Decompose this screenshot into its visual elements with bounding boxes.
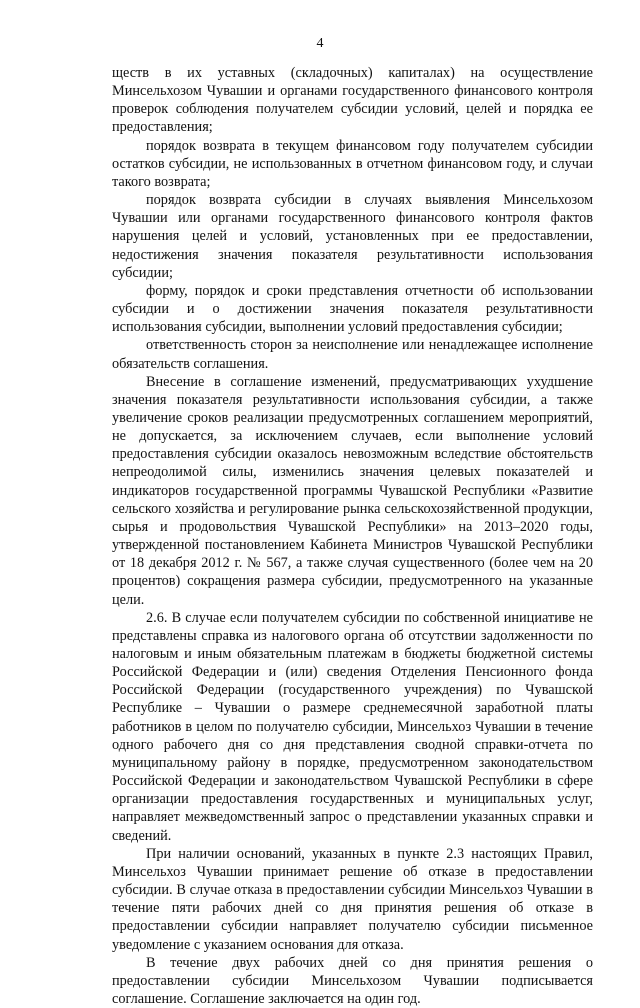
paragraph: ответственность сторон за неисполнение или ненадлежащее исполнение обязательств соглашения. xyxy=(112,337,593,372)
page-number: 4 xyxy=(316,36,324,51)
document-body xyxy=(112,64,593,1008)
paragraph: порядок возврата субсидии в случаях выявления Минсельхозом Чувашии или органами государственного финансового контроля фактов нарушения целей и условий, установленных при ее предоставлении, недостижения значения показателя результативности использования субсидии; xyxy=(112,192,593,281)
paragraph: порядок возврата в текущем финансовом году получателем субсидии остатков субсидии, не использованных в отчетном финансовом году, и случаи такого возврата; xyxy=(112,137,593,190)
paragraph: ществ в их уставных (складочных) капиталах) на осуществление Минсельхозом Чувашии и органами государственного финансового контроля проверок соблюдения получателем субсидии условий, целей и порядка ее предоставления; xyxy=(112,65,593,136)
paragraph: Внесение в соглашение изменений, предусматривающих ухудшение значения показателя результативности использования субсидии, а также увеличение сроков реализации предусмотренных соглашением мероприятий, не допускается, за исключением случаев, если выполнение условий предоставления субсидии оказалось невозможным вследствие обстоятельств непреодолимой силы, изменились значения целевых показателей и индикаторов государственной программы Чувашской Республики «Развитие сельского хозяйства и регулирование рынка сельскохозяйственной продукции, сырья и продовольствия Чувашской Республики» на 2013–2020 годы, утвержденной постановлением Кабинета Министров Чувашской Республики от 18 декабря 2012 г. № 567, а также случая существенного (более чем на 20 процентов) сокращения размера субсидии, предусмотренного на указанные цели. xyxy=(112,373,593,608)
paragraph: При наличии оснований, указанных в пункте 2.3 настоящих Правил, Минсельхоз Чувашии принимает решение об отказе в предоставлении субсидии. В случае отказа в предоставлении субсидии Минсельхоз Чувашии в течение пяти рабочих дней со дня принятия решения об отказе в предоставлении субсидии направляет получателю субсидии письменное уведомление с указанием основания для отказа. xyxy=(112,845,593,953)
paragraph: 2.6. В случае если получателем субсидии по собственной инициативе не представлены справка из налогового органа об отсутствии задолженности по налоговым и иным обязательным платежам в бюджеты бюджетной системы Российской Федерации и (или) сведения Отделения Пенсионного фонда Российской Федерации (государственного учреждения) по Чувашской Республике – Чувашии о размере среднемесячной заработной платы работников в целом по получателю субсидии, Минсельхоз Чувашии в течение одного рабочего дня со дня представления сводной справки-отчета по муниципальному району в порядке, предусмотренном законодательством Российской Федерации и законодательством Чувашской Республики в сфере организации предоставления государственных и муниципальных услуг, направляет межведомственный запрос о представлении указанных справки и сведений. xyxy=(112,609,593,844)
paragraph: форму, порядок и сроки представления отчетности об использовании субсидии и о достижении значения показателя результативности использования субсидии, выполнении условий предоставления субсидии; xyxy=(112,282,593,336)
paragraph: В течение двух рабочих дней со дня принятия решения о предоставлении субсидии Минсельхозом Чувашии подписывается соглашение. Соглашение заключается на один год. xyxy=(112,954,593,1007)
